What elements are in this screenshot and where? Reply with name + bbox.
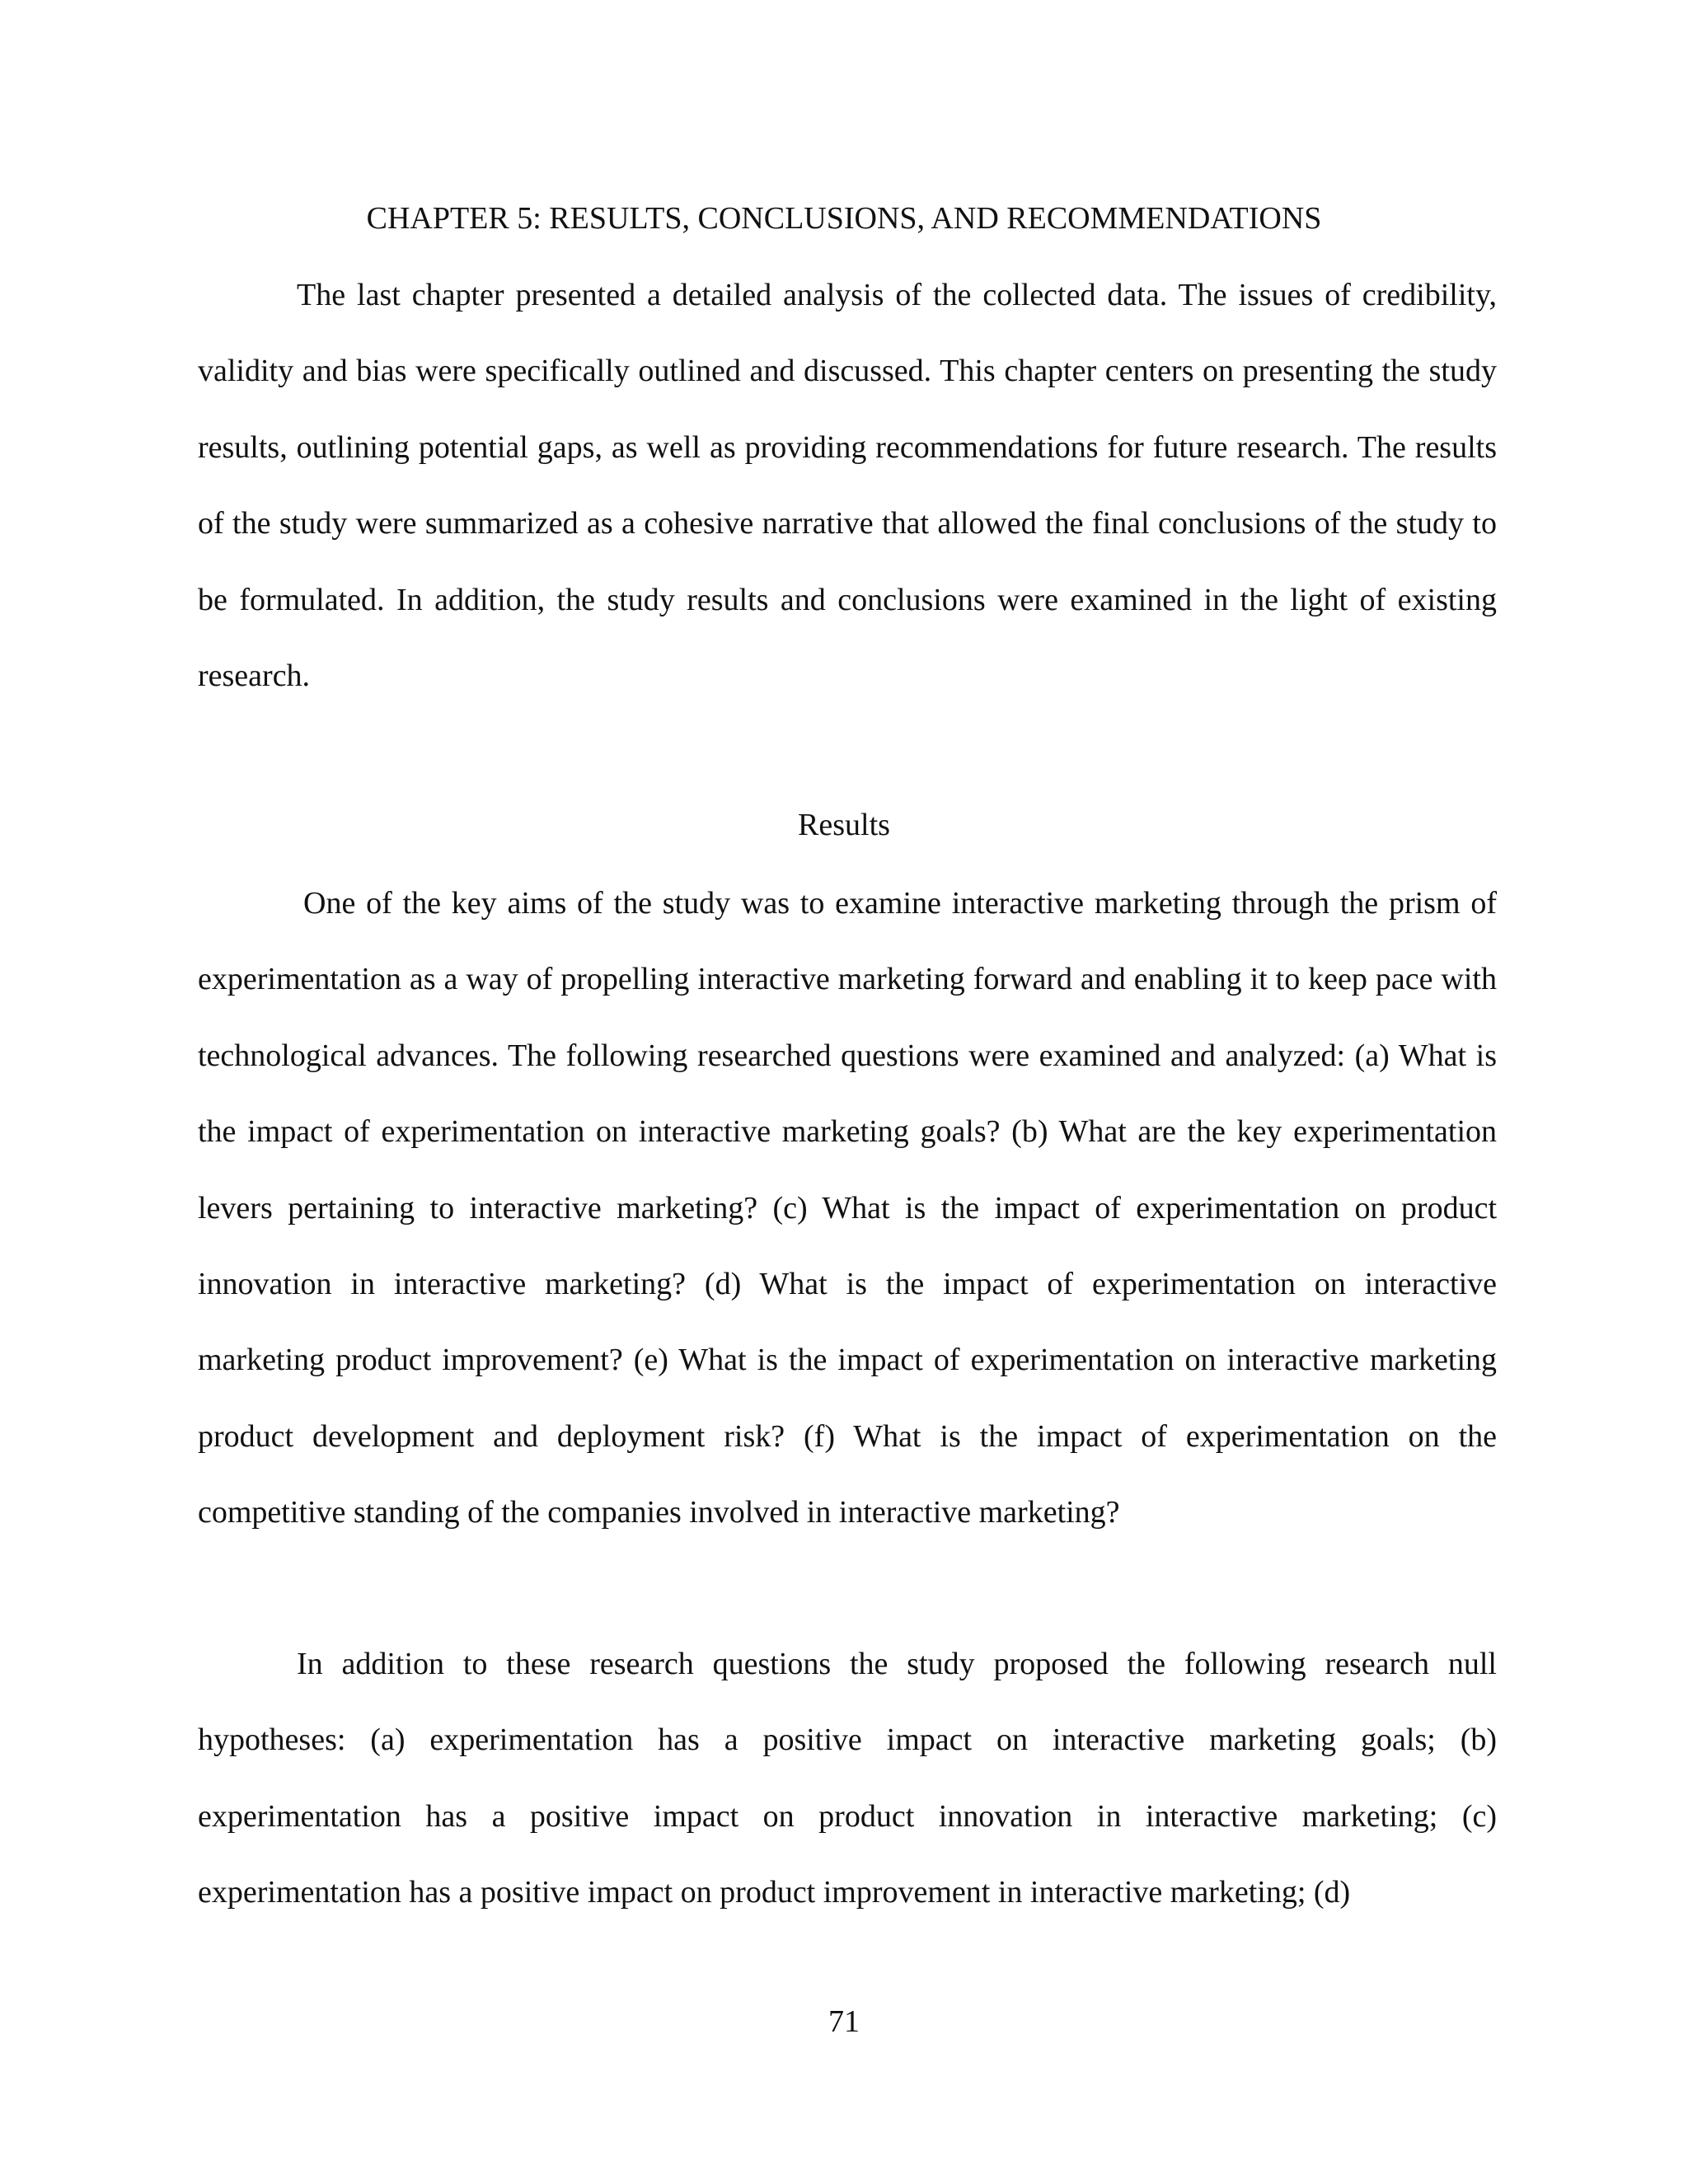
results-paragraph-2: In addition to these research questions the study proposed the following research null hypotheses: (a) experimentation has a positive impact on interactive marketing goals; (b) experimentation has a positive impact on product innovation in interactive marketing; (c) experimentation has a positive impact on product improvement in interactive marketing; (d) [198,1647,1497,1910]
results-paragraph-1: One of the key aims of the study was to examine interactive marketing through the prism of experimentation as a way of propelling interactive marketing forward and enabling it to keep pace with technological advances. The following researched questions were examined and analyzed: (a) What is the impact of experimentation on interactive marketing goals? (b) What are the key experimentation levers pertaining to interactive marketing? (c) What is the impact of experimentation on product innovation in interactive marketing? (d) What is the impact of experimentation on interactive marketing product improvement? (e) What is the impact of experimentation on interactive marketing product development and deployment risk? (f) What is the impact of experimentation on the competitive standing of the companies involved in interactive marketing? [198,886,1497,1530]
page-number: 71 [828,2004,860,2039]
section-title: Results [798,808,890,842]
intro-paragraph: The last chapter presented a detailed analysis of the collected data. The issues of credibility, validity and bias were specifically outlined and discussed. This chapter centers on presenting the study results, outlining potential gaps, as well as providing recommendations for future research. The results of the study were summarized as a cohesive narrative that allowed the final conclusions of the study to be formulated. In addition, the study results and conclusions were examined in the light of existing research. [198,278,1497,694]
chapter-title: CHAPTER 5: RESULTS, CONCLUSIONS, AND RECOMMENDATIONS [366,201,1322,236]
